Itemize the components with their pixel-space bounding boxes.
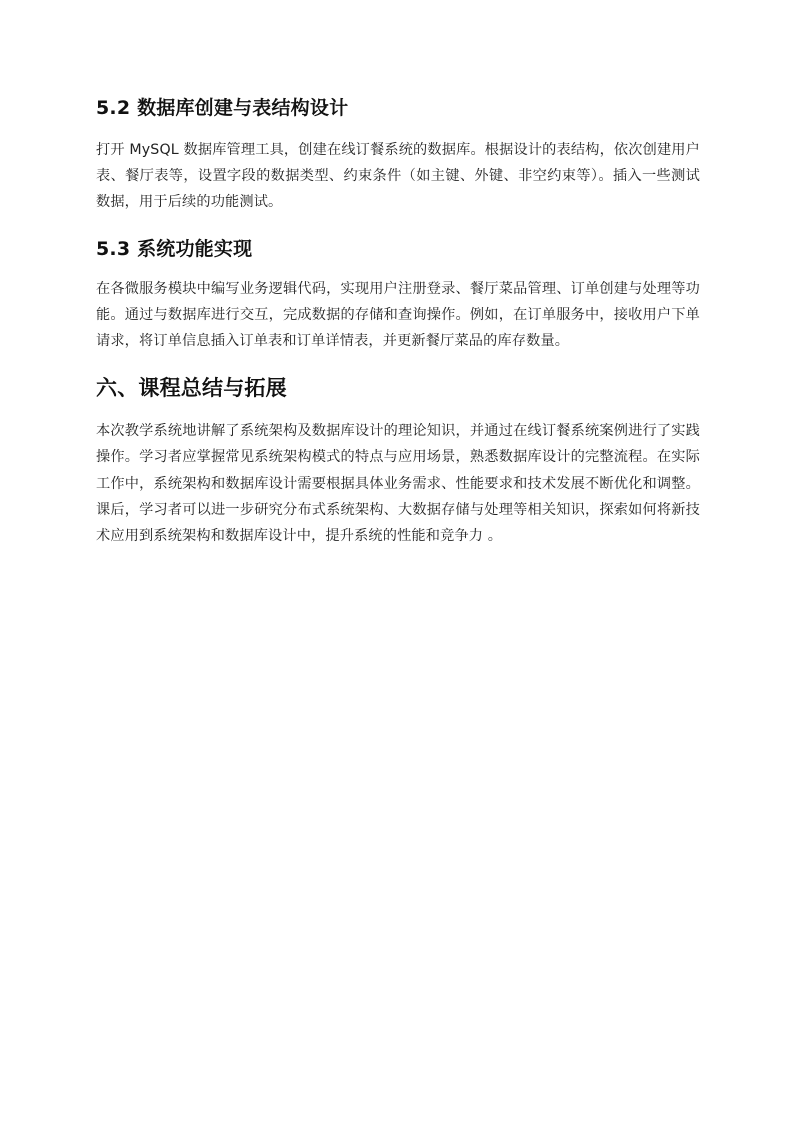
section-body-5-3: 在各微服务模块中编写业务逻辑代码，实现用户注册登录、餐厅菜品管理、订单创建与处理等功能。通过与数据库进行交互，完成数据的存储和查询操作。例如，在订单服务中，接收用户下单请求，将订单信息插入订单表和订单详情表，并更新餐厅菜品的库存数量。 bbox=[96, 280, 700, 350]
section-heading-5-3: 5.3 系统功能实现 bbox=[96, 237, 253, 260]
document-page bbox=[96, 92, 700, 549]
section-heading-6: 六、课程总结与拓展 bbox=[96, 376, 287, 401]
section-heading-5-2: 5.2 数据库创建与表结构设计 bbox=[96, 97, 349, 119]
section-body-5-2: 打开 MySQL 数据库管理工具，创建在线订餐系统的数据库。根据设计的表结构，依次创建用户表、餐厅表等，设置字段的数据类型、约束条件（如主键、外键、非空约束等）。插入一些测试数据，用于后续的功能测试。 bbox=[96, 142, 700, 211]
section-body-6: 本次教学系统地讲解了系统架构及数据库设计的理论知识，并通过在线订餐系统案例进行了实践操作。学习者应掌握常见系统架构模式的特点与应用场景，熟悉数据库设计的完整流程。在实际工作中，系统架构和数据库设计需要根据具体业务需求、性能要求和技术发展不断优化和调整。课后，学习者可以进一步研究分布式系统架构、大数据存储与处理等相关知识，探索如何将新技术应用到系统架构和数据库设计中，提升系统的性能和竞争力 。 bbox=[96, 423, 700, 545]
